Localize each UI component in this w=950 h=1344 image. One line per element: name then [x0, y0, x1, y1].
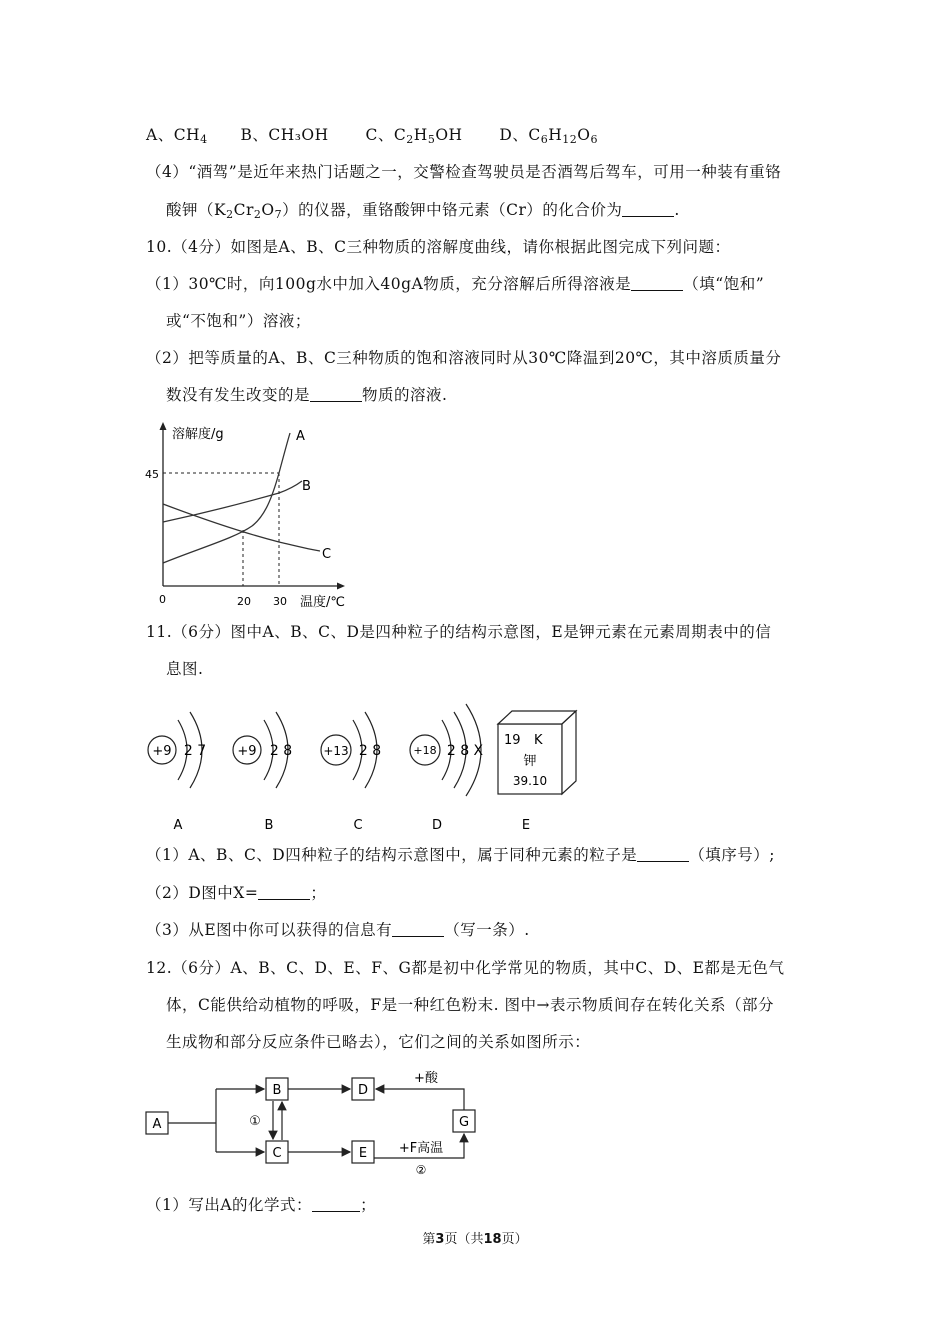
label-a: A	[173, 818, 183, 833]
series-b-curve	[163, 481, 302, 522]
q12-line1: 12.（6分）A、B、C、D、E、F、G都是初中化学常见的物质，其中C、D、E都是无色气	[146, 959, 785, 977]
node-b-label: B	[272, 1083, 282, 1098]
solubility-chart	[140, 418, 360, 613]
q10-part2-line1: （2）把等质量的A、B、C三种物质的饱和溶液同时从30℃降温到20℃，其中溶质质量分	[146, 349, 782, 367]
q9-part4-line2: 酸钾$(K_2Cr_2O_7)$的仪器，重铬酸钾中铬元素（Cr）的化合价为 .	[166, 201, 680, 221]
answer-blank	[312, 1197, 360, 1212]
node-c-label: C	[272, 1146, 282, 1161]
total-pages: 18	[483, 1232, 502, 1247]
label-c: C	[353, 818, 363, 833]
answer-blank	[637, 847, 689, 862]
q12-part1: （1）写出A的化学式： ；	[146, 1196, 377, 1214]
q11-part2: （2）D图中X= ；	[146, 884, 327, 902]
option-c: C、$C_2H_5OH$	[365, 126, 463, 146]
label-f-high-temp: +F高温	[398, 1141, 444, 1156]
label-acid: +酸	[414, 1071, 438, 1086]
atom-a	[148, 712, 206, 833]
y-axis-arrow	[160, 422, 167, 430]
option-d: D、$C_6H_{12}O_6$	[499, 126, 598, 146]
q10-part1-line1: （1）30℃时，向100g水中加入40gA物质，充分溶解后所得溶液是 （填“饱和”	[146, 275, 765, 293]
option-a: A、$CH_4$	[146, 126, 208, 146]
q9-options	[146, 125, 598, 150]
q11-header: 11.（6分）图中A、B、C、D是四种粒子的结构示意图，E是钾元素在元素周期表中的信	[146, 623, 772, 641]
answer-blank	[392, 922, 444, 937]
node-a-label: A	[152, 1117, 162, 1132]
label-d: D	[431, 818, 443, 833]
element-mass: 39.10	[512, 774, 548, 788]
q9-part4-line1: （4）“酒驾”是近年来热门话题之一，交警检查驾驶员是否酒驾后驾车，可用一种装有重铬	[146, 163, 782, 181]
particle-diagrams	[140, 698, 590, 838]
origin-label: 0	[159, 593, 166, 606]
element-cell-e	[498, 711, 576, 833]
answer-blank	[258, 885, 310, 900]
x-tick-20: 20	[237, 595, 251, 608]
q10-part2-line2: 数没有发生改变的是 物质的溶液.	[166, 386, 448, 404]
atom-d	[410, 704, 484, 833]
element-number: 19	[504, 733, 521, 748]
node-e-label: E	[358, 1146, 368, 1161]
nucleus-d: +18	[413, 744, 437, 757]
shells-b: 2 8	[269, 743, 293, 759]
series-b-label: B	[302, 479, 311, 494]
node-d-label: D	[357, 1083, 369, 1098]
y-tick-45: 45	[145, 468, 159, 481]
q11-part1: （1）A、B、C、D四种粒子的结构示意图中，属于同种元素的粒子是 （填序号）;	[146, 846, 775, 864]
label-reaction-1: ①	[249, 1114, 261, 1129]
shells-a: 2 7	[183, 743, 207, 759]
x-axis-label: 温度/℃	[300, 595, 345, 610]
atom-b	[233, 712, 292, 833]
answer-blank	[622, 202, 674, 217]
series-c-curve	[163, 504, 320, 551]
label-reaction-2: ②	[415, 1163, 427, 1177]
x-axis-arrow	[337, 583, 345, 590]
page-number: 3	[435, 1232, 445, 1247]
relation-diagram	[140, 1068, 490, 1180]
atom-c	[321, 712, 381, 833]
q12-line3: 生成物和部分反应条件已略去），它们之间的关系如图所示：	[166, 1033, 591, 1051]
series-a-curve	[163, 433, 290, 563]
nucleus-b: +9	[237, 744, 257, 759]
shells-d: 2 8 X	[446, 743, 484, 759]
x-tick-30: 30	[273, 595, 287, 608]
nucleus-a: +9	[152, 744, 172, 759]
option-b: B、CH₃OH	[240, 126, 329, 144]
y-axis-label: 溶解度/g	[172, 427, 224, 442]
shells-c: 2 8	[358, 743, 382, 759]
series-a-label: A	[296, 429, 305, 444]
q11-part3: （3）从E图中你可以获得的信息有 （写一条）.	[146, 921, 530, 939]
element-symbol: K	[534, 733, 543, 748]
series-c-label: C	[322, 547, 332, 562]
label-b: B	[264, 818, 274, 833]
q11-header-line2: 息图.	[166, 660, 204, 678]
answer-blank	[310, 387, 362, 402]
answer-blank	[631, 276, 683, 291]
nucleus-c: +13	[323, 744, 349, 758]
edge-g-d	[376, 1089, 464, 1110]
q10-part1-line2: 或“不饱和”）溶液；	[166, 312, 311, 330]
q12-line2: 体，C能供给动植物的呼吸，F是一种红色粉末. 图中→表示物质间存在转化关系（部分	[166, 996, 774, 1014]
element-name: 钾	[523, 754, 537, 769]
label-e: E	[521, 818, 531, 833]
q10-header: 10.（4分）如图是A、B、C三种物质的溶解度曲线，请你根据此图完成下列问题：	[146, 238, 731, 256]
page-footer: 第3页（共18页）	[422, 1232, 528, 1247]
node-g-label: G	[458, 1115, 470, 1130]
